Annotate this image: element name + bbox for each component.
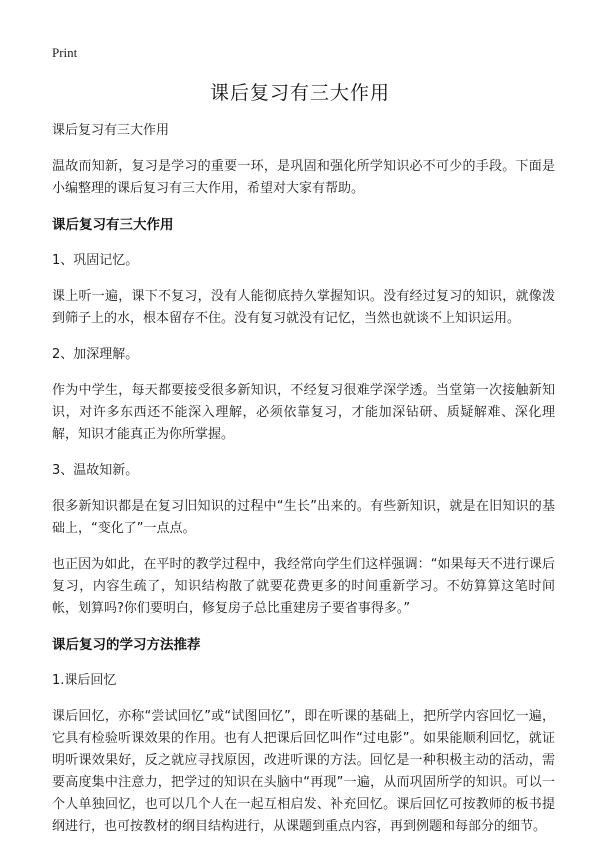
section-heading-effects: 课后复习有三大作用 bbox=[52, 217, 174, 233]
item-text-consolidate: 课上听一遍，课下不复习，没有人能彻底持久掌握知识。没有经过复习的知识，就像泼到筛子上的水，根本留存不住。没有复习就没有记忆，当然也就谈不上知识运用。 bbox=[52, 289, 555, 326]
article-body bbox=[52, 120, 555, 852]
item-label-review-new: 3、温故知新。 bbox=[52, 463, 139, 478]
intro-paragraph: 温故而知新，复习是学习的重要一环，是巩固和强化所学知识必不可少的手段。下面是小编整理的课后复习有三大作用，希望对大家有帮助。 bbox=[52, 159, 555, 196]
print-link[interactable]: Print bbox=[52, 45, 78, 60]
item-text-understand: 作为中学生，每天都要接受很多新知识，不经复习很难学深学透。当堂第一次接触新知识，对许多东西还不能深入理解，必须依靠复习，才能加深钻研、质疑解难、深化理解，知识才能真正为你所掌握。 bbox=[52, 383, 555, 442]
item-label-recall: 1.课后回忆 bbox=[52, 673, 117, 688]
article-subtitle: 课后复习有三大作用 bbox=[52, 123, 170, 138]
item-text-recall: 课后回忆，亦称“尝试回忆”或“试图回忆”，即在听课的基础上，把所学内容回忆一遍，它具有检验听课效果的作用。也有人把课后回忆叫作“过电影”。如果能顺利回忆，就证明听课效果好，反之就应寻找原因，改进听课的方法。回忆是一种积极主动的活动，需要高度集中注意力，把学过的知识在头脑中“再现”一遍，从而巩固所学的知识。可以一个人单独回忆，也可以几个人在一起互相启发、补充回忆。课后回忆可按教师的板书提纲进行，也可按教材的纲目结构进行，从课题到重点内容，再到例题和每部分的细节。 bbox=[52, 709, 555, 834]
page-title: 课后复习有三大作用 bbox=[209, 82, 390, 104]
item-text-review-new-1: 很多新知识都是在复习旧知识的过程中“生长”出来的。有些新知识，就是在旧知识的基础上，“变化了”一点点。 bbox=[52, 499, 555, 536]
item-label-consolidate: 1、巩固记忆。 bbox=[52, 253, 139, 268]
section-heading-methods: 课后复习的学习方法推荐 bbox=[52, 637, 201, 653]
item-label-understand: 2、加深理解。 bbox=[52, 347, 139, 362]
item-text-review-new-2: 也正因为如此，在平时的教学过程中，我经常向学生们这样强调：“如果每天不进行课后复习，内容生疏了，知识结构散了就要花费更多的时间重新学习。不妨算算这笔时间帐，划算吗?你们要明白，修复房子总比重建房子要省事得多。” bbox=[52, 557, 555, 616]
